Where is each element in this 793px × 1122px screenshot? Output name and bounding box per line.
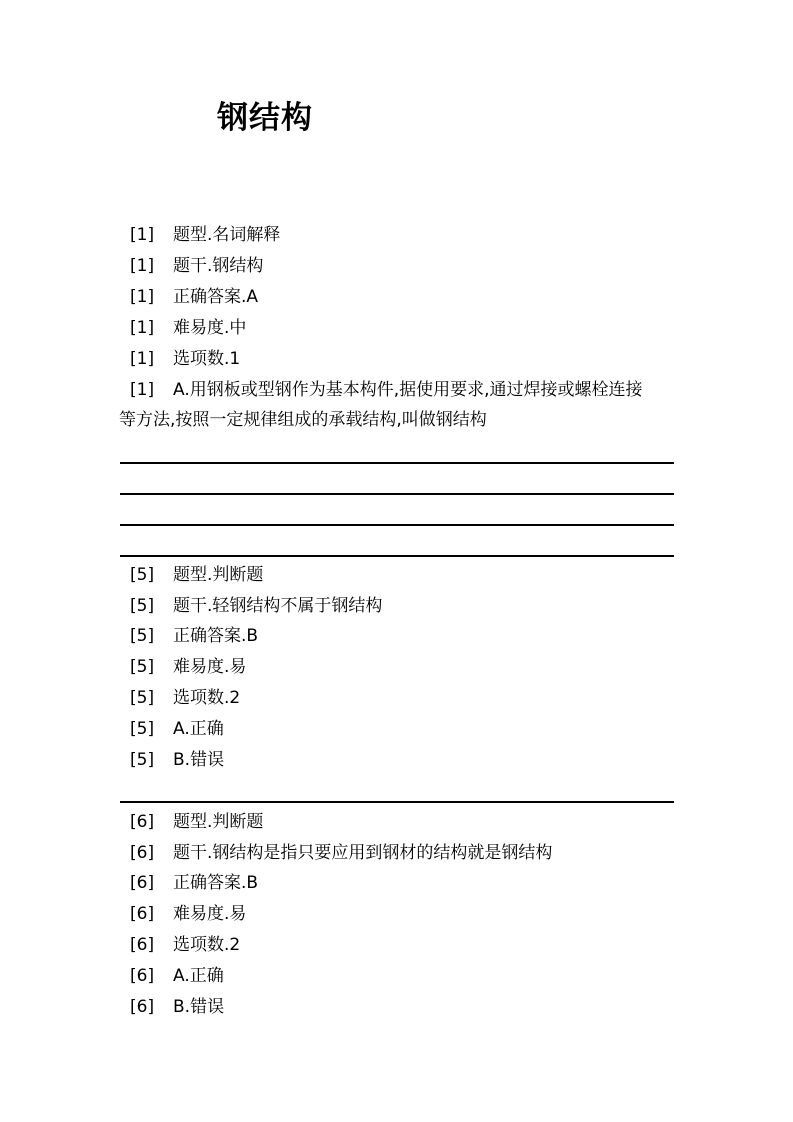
q5-option-b-line: [130, 749, 224, 771]
q1-type-line: [130, 224, 280, 246]
q1-number: [1]: [130, 256, 155, 276]
q5-type-line: [130, 564, 263, 586]
section-divider-q5: [120, 555, 674, 557]
q1-number: [1]: [130, 318, 155, 338]
q1-type: 题型.名词解释: [173, 225, 281, 245]
q1-number: [1]: [130, 287, 155, 307]
q5-option-a-line: [130, 718, 224, 740]
q1-answer-line: [130, 286, 258, 308]
q6-option-a-line: [130, 965, 224, 987]
q5-number: [5]: [130, 719, 155, 739]
q5-number: [5]: [130, 657, 155, 677]
q5-number: [5]: [130, 750, 155, 770]
q1-number: [1]: [130, 349, 155, 369]
q6-option-count: 选项数.2: [173, 935, 241, 955]
answer-rule-2: [120, 493, 674, 495]
q6-difficulty: 难易度.易: [173, 904, 247, 924]
q5-number: [5]: [130, 688, 155, 708]
q1-number: [1]: [130, 225, 155, 245]
q1-number: [1]: [130, 380, 155, 400]
q6-option-count-line: [130, 934, 240, 956]
q5-number: [5]: [130, 596, 155, 616]
q5-answer-line: [130, 625, 258, 647]
q1-option-a-continuation: 等方法,按照一定规律组成的承载结构,叫做钢结构: [119, 410, 487, 430]
q5-answer: 正确答案.B: [173, 626, 259, 646]
q6-number: [6]: [130, 966, 155, 986]
document-title: 钢结构: [217, 100, 313, 136]
q5-option-b: B.错误: [173, 750, 225, 770]
q6-option-a: A.正确: [173, 966, 224, 986]
q6-stem: 题干.钢结构是指只要应用到钢材的结构就是钢结构: [173, 843, 553, 863]
q6-number: [6]: [130, 904, 155, 924]
q5-stem: 题干.轻钢结构不属于钢结构: [173, 596, 383, 616]
q6-type: 题型.判断题: [173, 812, 264, 832]
q5-difficulty-line: [130, 656, 246, 678]
q6-number: [6]: [130, 843, 155, 863]
q5-option-count-line: [130, 687, 240, 709]
q5-number: [5]: [130, 626, 155, 646]
q1-difficulty: 难易度.中: [173, 318, 247, 338]
q6-number: [6]: [130, 873, 155, 893]
q6-answer: 正确答案.B: [173, 873, 259, 893]
q5-type: 题型.判断题: [173, 565, 264, 585]
q1-option-a-part1: A.用钢板或型钢作为基本构件,据使用要求,通过焊接或螺栓连接: [173, 380, 643, 400]
q5-option-a: A.正确: [173, 719, 224, 739]
section-divider-q6: [120, 801, 674, 803]
q6-number: [6]: [130, 935, 155, 955]
q5-difficulty: 难易度.易: [173, 657, 247, 677]
q1-stem-line: [130, 255, 263, 277]
q1-answer: 正确答案.A: [173, 287, 259, 307]
q6-stem-line: [130, 842, 552, 864]
q1-option-count: 选项数.1: [173, 349, 241, 369]
q1-option-a-line: [130, 379, 675, 401]
q5-number: [5]: [130, 565, 155, 585]
q6-option-b-line: [130, 996, 224, 1018]
answer-rule-3: [120, 524, 674, 526]
q1-option-count-line: [130, 348, 240, 370]
q5-option-count: 选项数.2: [173, 688, 241, 708]
q6-number: [6]: [130, 997, 155, 1017]
answer-rule-1: [120, 462, 674, 464]
q5-stem-line: [130, 595, 382, 617]
q1-stem: 题干.钢结构: [173, 256, 264, 276]
q6-answer-line: [130, 872, 258, 894]
q6-difficulty-line: [130, 903, 246, 925]
q6-option-b: B.错误: [173, 997, 225, 1017]
q6-type-line: [130, 811, 263, 833]
q6-number: [6]: [130, 812, 155, 832]
q1-difficulty-line: [130, 317, 246, 339]
